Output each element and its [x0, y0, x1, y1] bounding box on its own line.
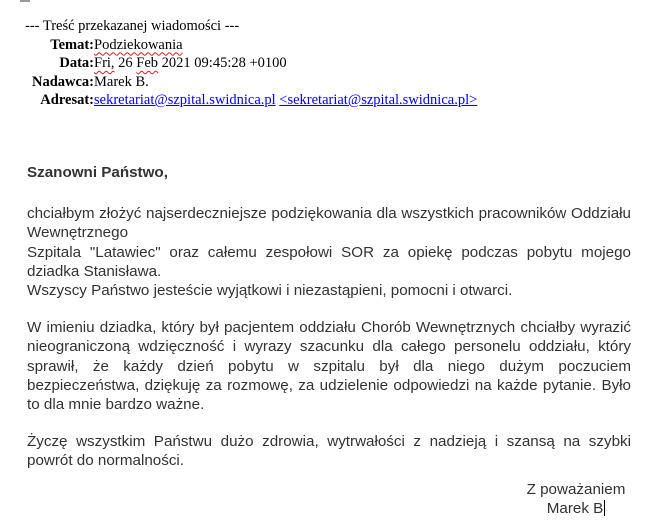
header-row-recipient	[0, 91, 477, 110]
paragraph-wishes: Życzę wszystkim Państwu dużo zdrowia, wytrwałości z nadzieją i szansą na szybki powrót do normalności.	[27, 433, 631, 470]
forwarded-title: --- Treść przekazanej wiadomości ---	[25, 18, 240, 34]
date-rest: 2021 09:45:28 +0100	[158, 55, 287, 71]
date-day: Fri,	[94, 55, 115, 71]
subject-label: Temat:	[50, 36, 94, 53]
subject-value: Podziekowania	[94, 36, 183, 53]
text-cursor	[604, 500, 605, 516]
sender-label: Nadawca:	[31, 73, 94, 90]
recipient-email-link-bracketed[interactable]: <sekretariat@szpital.swidnica.pl>	[279, 92, 478, 108]
signature-name-row	[516, 499, 636, 518]
paragraph-thanks-line3: Wszyscy Państwo jesteście wyjątkowi i niezastąpieni, pomocni i otwarci.	[27, 282, 513, 300]
recipient-label: Adresat:	[40, 92, 94, 108]
recipient-email-link[interactable]: sekretariat@szpital.swidnica.pl	[94, 92, 276, 108]
sender-value: Marek B.	[94, 73, 149, 90]
header-row-date	[0, 54, 477, 73]
paragraph-gratitude: W imieniu dziadka, który był pacjentem oddziału Chorób Wewnętrznych chciałby wyrazić nieograniczoną wdzięczność i wyrazy szacunku dla całego personelu oddziału, który sprawił, że każdy dzień pobytu w szpitalu był dla niego dużym poczuciem bezpieczeństwa, dziękuję za rozmowę, za udzielenie odpowiedzi na każde pytanie. Było to dla mnie bardzo ważne.	[27, 319, 631, 414]
header-row-subject	[0, 36, 477, 55]
page-corner-mark	[20, 0, 30, 2]
message-body	[27, 163, 631, 471]
date-daynum: 26	[114, 55, 137, 71]
greeting: Szanowni Państwo,	[27, 164, 168, 181]
header-row-sender	[0, 73, 477, 92]
paragraph-thanks-line2: Szpitala "Latawiec" oraz całemu zespołowi SOR za opiekę podczas pobytu mojego dziadka Stanisława.	[27, 243, 631, 280]
signature-closing: Z poważaniem	[526, 481, 626, 498]
paragraph-thanks-line1: chciałbym złożyć najserdeczniejsze podziękowania dla wszystkich pracowników Oddziału Wewnętrznego	[27, 205, 631, 242]
signature-name: Marek B	[546, 500, 604, 517]
signature	[516, 480, 636, 518]
date-month: Feb	[136, 55, 159, 71]
date-label: Data:	[59, 55, 94, 71]
forwarded-message-header	[0, 17, 477, 110]
